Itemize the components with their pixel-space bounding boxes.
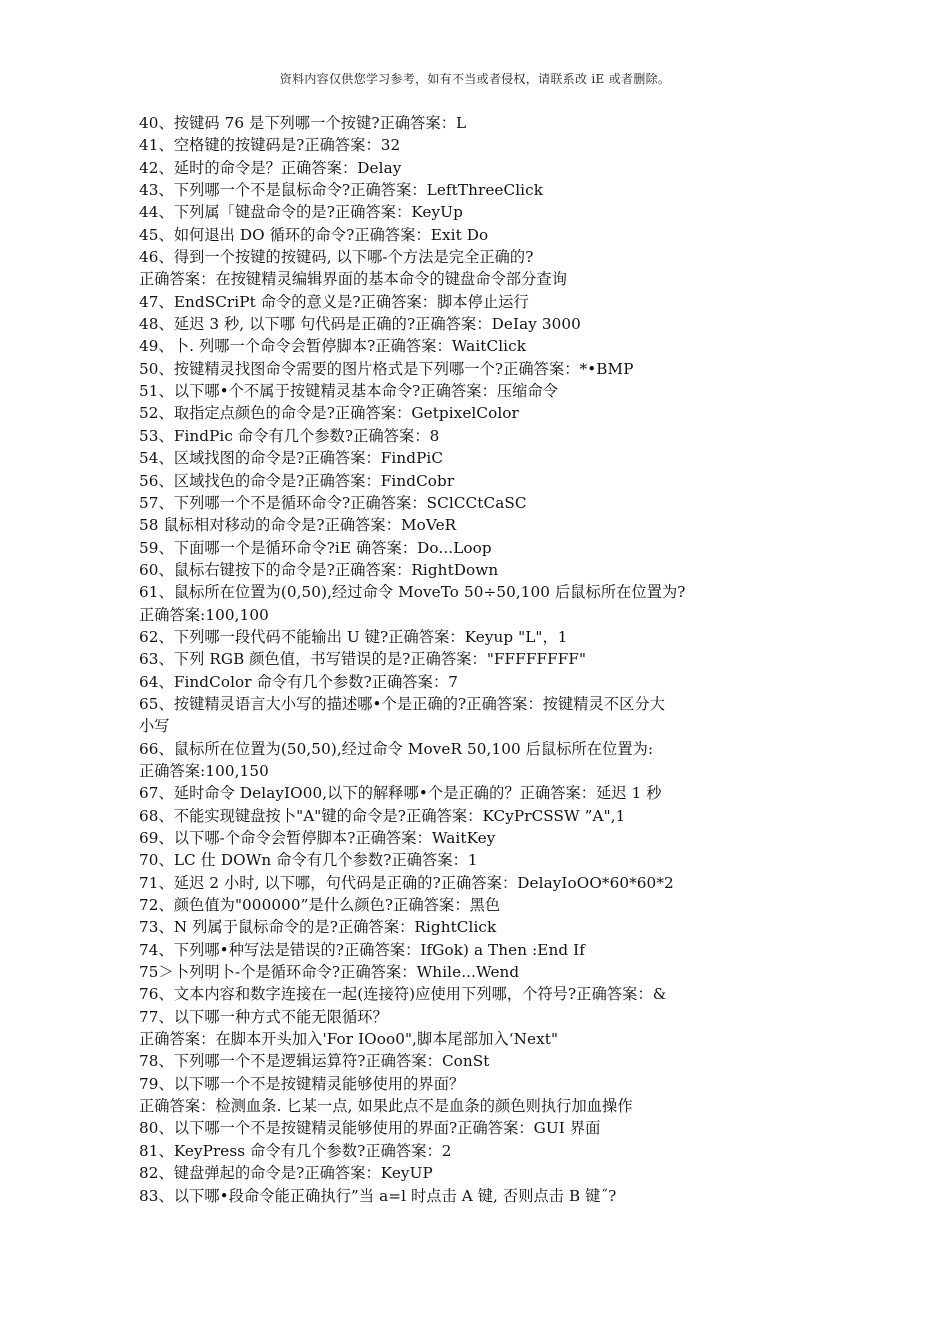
- document-line: 40、按键码 76 是下列哪一个按键?正确答案：L: [139, 114, 467, 132]
- document-line: 71、延迟 2 小时, 以下哪，句代码是正确的?正确答案：DelayIoOO*60*60*2: [139, 873, 674, 892]
- document-line: 57、下列哪一个不是循环命令?正确答案：SClCCtCaSC: [139, 493, 527, 512]
- document-line: 正确答案：在按键精灵编辑界面的基本命令的键盘命令部分查询: [139, 270, 568, 289]
- document-line: 53、FindPic 命令有几个参数?正确答案：8: [139, 426, 440, 445]
- document-line: 60、鼠标右键按下的命令是?正确答案：RightDown: [139, 560, 499, 579]
- document-line: 73、N 列属于鼠标命令的是?正确答案：RightClick: [139, 918, 497, 937]
- document-line: 正确答案:100,150: [139, 761, 269, 780]
- document-line: 50、按键精灵找图命令需要的图片格式是下列哪一个?正确答案：*•BMP: [139, 359, 634, 378]
- page-header-notice: 资料内容仅供您学习参考，如有不当或者侵权，请联系改 iE 或者删除。: [279, 72, 671, 86]
- document-line: 正确答案：检测血条. 匕某一点, 如果此点不是血条的颜色则执行加血操作: [139, 1097, 633, 1116]
- document-line: 65、按键精灵语言大小写的描述哪•个是正确的?正确答案：按键精灵不区分大: [139, 694, 666, 713]
- document-line: 76、文本内容和数字连接在一起(连接符)应使用下列哪，个符号?正确答案：&: [139, 985, 667, 1004]
- document-line: 56、区域找色的命令是?正确答案：FindCobr: [139, 471, 455, 490]
- document-line: 正确答案:100,100: [139, 605, 269, 624]
- document-line: 49、卜. 列哪一个命令会暂停脚本?正确答案：WaitClick: [139, 337, 527, 356]
- document-line: 43、下列哪一个不是鼠标命令?正确答案：LeftThreeClick: [139, 181, 544, 200]
- document-line: 46、得到一个按键的按键码, 以下哪-个方法是完全正确的?: [139, 248, 534, 267]
- document-line: 72、颜色值为"000000”是什么颜色?正确答案：黑色: [139, 896, 501, 915]
- document-body: [139, 112, 799, 1207]
- document-line: 正确答案：在脚本开头加入'For IOoo0",脚本尾部加入‘Next": [139, 1030, 559, 1049]
- document-line: 42、延时的命令是？正确答案：Delay: [139, 158, 402, 177]
- document-line: 82、键盘弹起的命令是?正确答案：KeyUP: [139, 1164, 433, 1183]
- document-line: 66、鼠标所在位置为(50,50),经过命令 MoveR 50,100 后鼠标所在位置为:: [139, 739, 654, 758]
- document-line: 44、下列属「键盘命令的是?正确答案：KeyUp: [139, 203, 463, 222]
- document-line: 83、以下哪•段命令能正确执行”当 a=l 时点击 A 键, 否则点击 B 键˝?: [139, 1186, 617, 1205]
- document-line: 51、以下哪•个不属于按键精灵基本命令?正确答案：压缩命令: [139, 382, 559, 401]
- document-line: 59、下面哪一个是循环命令?iE 确答案：Do...Loop: [139, 538, 492, 557]
- document-line: 81、KeyPress 命令有几个参数?正确答案：2: [139, 1141, 452, 1160]
- document-line: 79、以下哪一个不是按键精灵能够使用的界面？: [139, 1074, 465, 1093]
- document-line: 47、EndSCriPt 命令的意义是?正确答案：脚本停止运行: [139, 292, 529, 311]
- document-line: 63、下列 RGB 颜色值，书写错误的是?正确答案："FFFFFFFF": [139, 650, 587, 669]
- document-line: 77、以下哪一种方式不能无限循环？: [139, 1007, 388, 1026]
- document-line: 52、取指定点颜色的命令是?正确答案：GetpixelColor: [139, 404, 519, 423]
- document-line: 62、下列哪一段代码不能输出 U 键?正确答案：Keyup "L"，1: [139, 627, 568, 646]
- document-line: 54、区域找图的命令是?正确答案：FindPiC: [139, 449, 444, 468]
- document-line: 58 鼠标相对移动的命令是?正确答案：MoVeR: [139, 516, 457, 535]
- document-line: 68、不能实现键盘按卜"A"键的命令是?正确答案：KCyPrCSSW ”A",1: [139, 806, 626, 825]
- document-line: 41、空格键的按键码是?正确答案：32: [139, 136, 401, 155]
- document-line: 74、下列哪•种写法是错误的?正确答案：IfGok) a Then :End If: [139, 940, 585, 959]
- document-line: 78、下列哪一个不是逻辑运算符?正确答案：ConSt: [139, 1052, 490, 1071]
- document-line: 75＞卜列明卜-个是循环命令?正确答案：While...Wend: [139, 963, 520, 982]
- document-line: 70、LC 仕 DOWn 命令有几个参数?正确答案：1: [139, 851, 478, 870]
- document-line: 61、鼠标所在位置为(0,50),经过命令 MoveTo 50÷50,100 后鼠标所在位置为?: [139, 583, 686, 602]
- document-line: 80、以下哪一个不是按键精灵能够使用的界面?正确答案：GUI 界面: [139, 1119, 601, 1138]
- document-line: 45、如何退出 DO 循环的命令?正确答案：Exit Do: [139, 225, 489, 244]
- document-line: 67、延时命令 DelayIO00,以下的解释哪•个是正确的？正确答案：延迟 1 秒: [139, 784, 662, 803]
- document-line: 48、延迟 3 秒, 以下哪 句代码是正确的?正确答案：DeIay 3000: [139, 315, 581, 334]
- document-line: 小写: [139, 717, 170, 736]
- document-line: 64、FindColor 命令有几个参数?正确答案：7: [139, 672, 459, 691]
- document-line: 69、以下哪-个命令会暂停脚本?正确答案：WaitKey: [139, 829, 496, 847]
